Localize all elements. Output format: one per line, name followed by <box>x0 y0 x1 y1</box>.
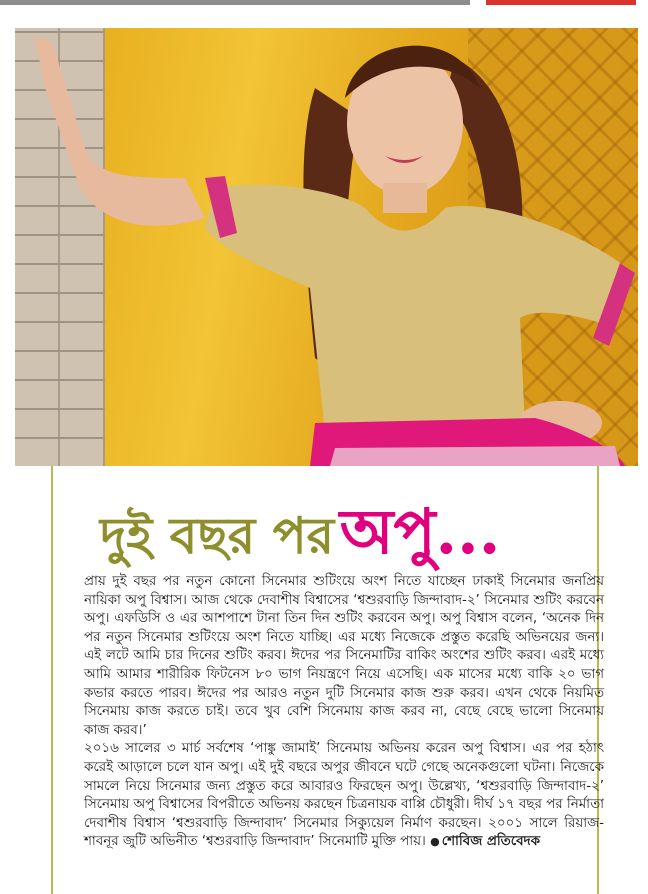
article-paragraph-text: ২০১৬ সালের ৩ মার্চ সর্বশেষ ‘পাঙ্কু জামাই’ সিনেমায় অভিনয় করেন অপু বিশ্বাস। এর পর হঠাৎ করেই আড়ালে চলে যান অপু। এই দুই বছরে অপুর জীবনে ঘটে গেছে অনেকগুলো ঘটনা। নিজেকে সামলে নিয়ে সিনেমার জন্য প্রস্তুত করে আবারও ফিরছেন অপু। উল্লেখ্য, ‘শ্বশুরবাড়ি জিন্দাবাদ-২’ সিনেমায় অপু বিশ্বাসের বিপরীতে অভিনয় করছেন চিত্রনায়ক বাপ্পি চৌধুরী। দীর্ঘ ১৭ বছর পর নির্মাতা দেবাশীষ বিশ্বাস ‘শ্বশুরবাড়ি জিন্দাবাদ’ সিনেমার সিক্যুয়েল নির্মাণ করছেন। ২০০১ সালে রিয়াজ-শাবনূর জুটি অভিনীত ‘শ্বশুরবাড়ি জিন্দাবাদ’ সিনেমাটি মুক্তি পায়। <box>84 741 604 850</box>
headline-primary: দুই বছর পর <box>100 506 335 565</box>
actress-figure <box>15 28 638 466</box>
top-rule-accent <box>486 0 636 5</box>
top-rule <box>0 0 470 5</box>
bullet-icon: ● <box>430 835 440 849</box>
feature-photo <box>15 28 638 466</box>
byline: শোবিজ প্রতিবেদক <box>441 834 540 850</box>
article-paragraph <box>84 740 604 852</box>
article-body <box>84 573 604 852</box>
headline-accent: অপু... <box>339 495 501 568</box>
headline <box>100 492 560 572</box>
article-paragraph: প্রায় দুই বছর পর নতুন কোনো সিনেমার শুটিংয়ে অংশ নিতে যাচ্ছেন ঢাকাই সিনেমার জনপ্রিয় নায়িকা অপু বিশ্বাস। আজ থেকে দেবাশীষ বিশ্বাসের ‘শ্বশুরবাড়ি জিন্দাবাদ-২’ সিনেমার শুটিং করবেন অপু। এফডিসি ও এর আশপাশে টানা তিন দিন শুটিং করবেন অপু। অপু বিশ্বাস বলেন, ‘অনেক দিন পর নতুন সিনেমার শুটিংয়ে অংশ নিতে যাচ্ছি। এর মধ্যে নিজেকে প্রস্তুত করেছি অভিনয়ের জন্য। এই লটে আমি চার দিনের শুটিং করব। ঈদের পর সিনেমাটির বাকিং অংশের শুটিং করব। এরই মধ্যে আমি আমার শারীরিক ফিটনেস ৮০ ভাগ নিয়ন্ত্রণে নিয়ে এসেছি। এক মাসের মধ্যে বাকি ২০ ভাগ কভার করতে পারব। ঈদের পর আরও নতুন দুটি সিনেমার কাজ শুরু করব। এখন থেকে নিয়মিত সিনেমায় কাজ করতে চাই। তবে খুব বেশি সিনেমায় কাজ করব না, বেছে বেছে ভালো সিনেমায় কাজ করব।’ <box>84 574 604 738</box>
